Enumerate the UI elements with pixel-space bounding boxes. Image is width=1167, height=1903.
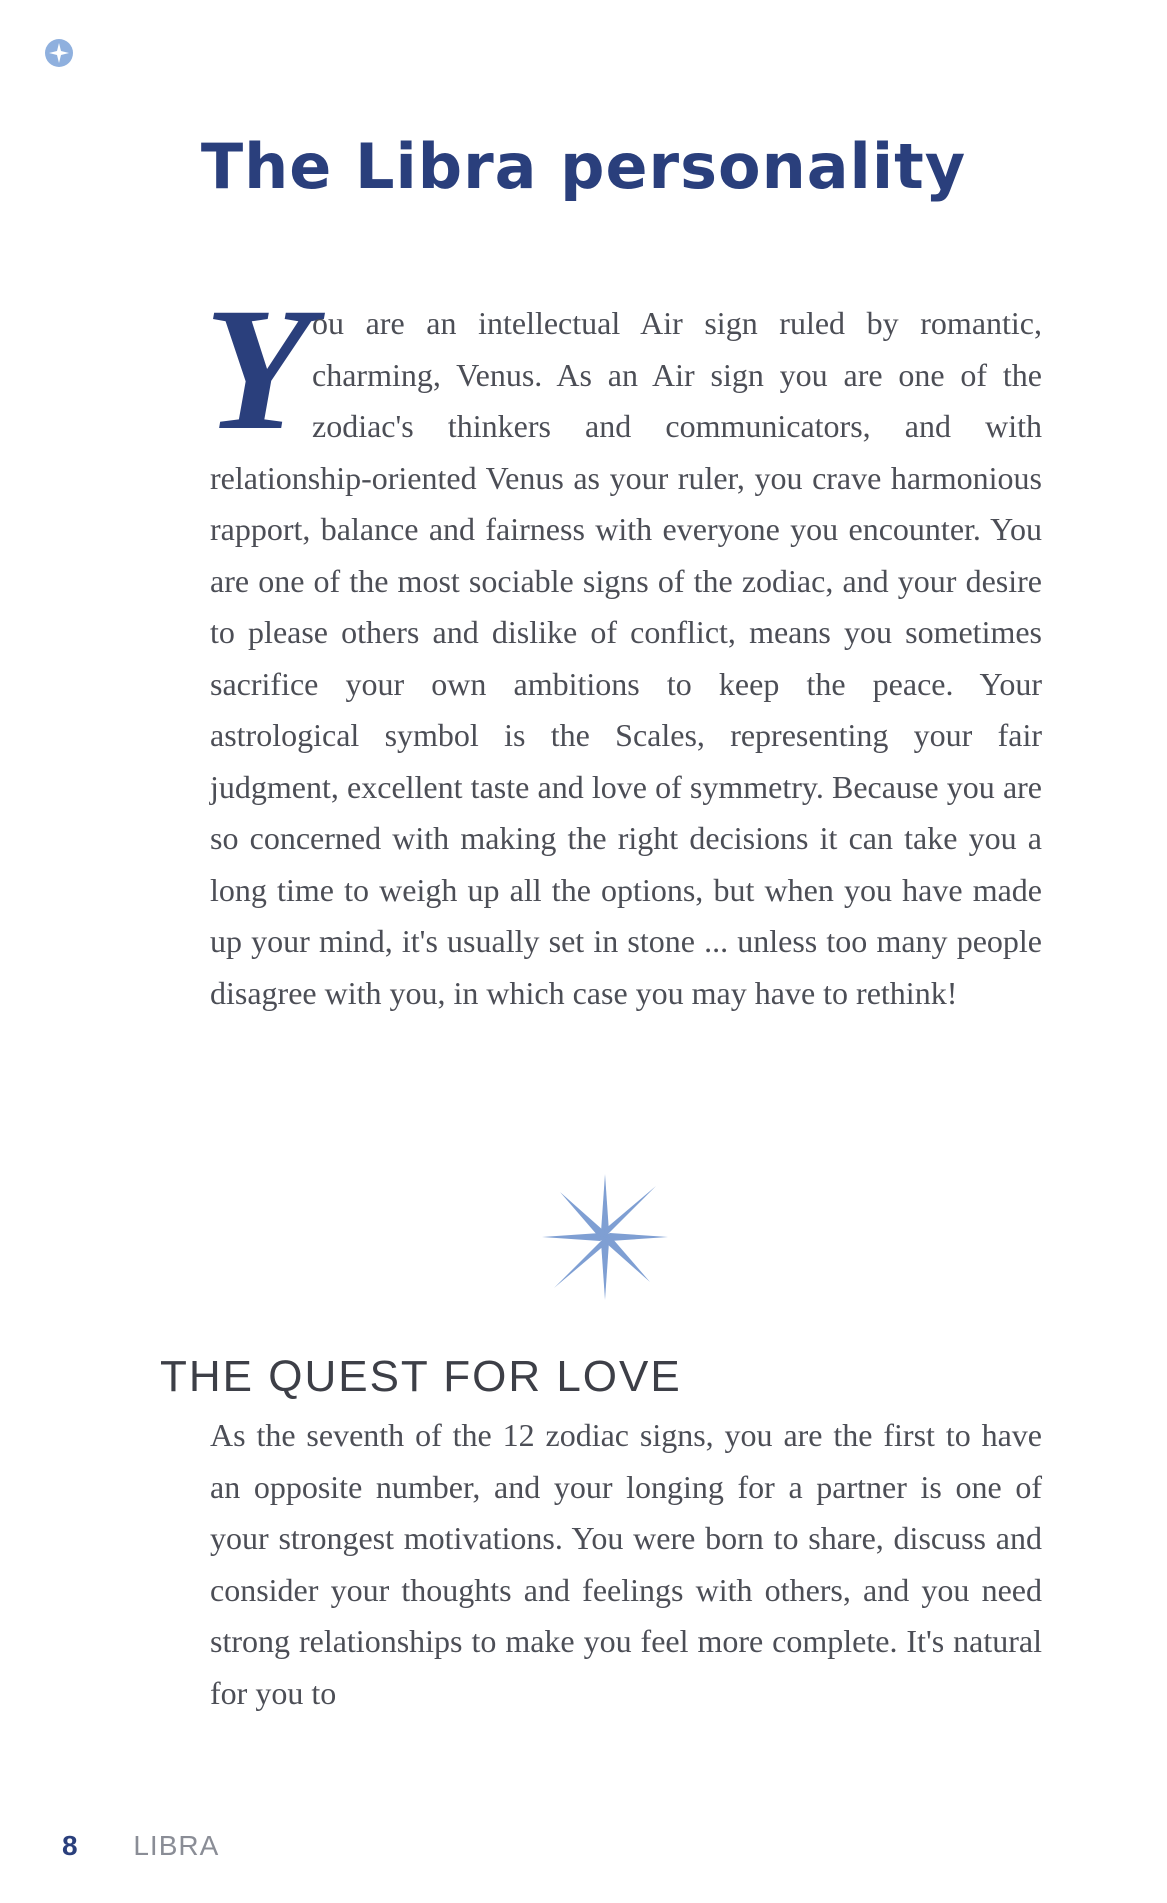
intro-text: ou are an intellectual Air sign ruled by romantic, charming, Venus. As an Air sign you are one of the zodiac's thinkers and communicators, and with relationship-oriented Venus as your ruler, you crave harmonious rapport, balance and fairness with everyone you encounter. You are one of the most sociable signs of the zodiac, and your desire to please others and dislike of conflict, means you sometimes sacrifice your own ambitions to keep the peace. Your astrological symbol is the Scales, representing your fair judgment, excellent taste and love of symmetry. Because you are so concerned with making the right decisions it can take you a long time to weigh up all the options, but when you have made up your mind, it's usually set in stone ... unless too many people disagree with you, in which case you may have to rethink! — [210, 305, 1042, 1011]
drop-cap: Y — [204, 272, 312, 467]
running-head: LIBRA — [133, 1830, 220, 1861]
intro-paragraph — [204, 272, 1042, 1019]
section-heading: THE QUEST FOR LOVE — [160, 1352, 682, 1401]
page-title: The Libra personality — [200, 130, 967, 203]
circle-star-icon — [44, 38, 74, 68]
page-number: 8 — [62, 1830, 78, 1861]
eight-point-star-icon — [538, 1170, 672, 1304]
star-divider-icon — [538, 1170, 672, 1304]
section-paragraph: As the seventh of the 12 zodiac signs, you are the first to have an opposite number, and your longing for a partner is one of your strongest motivations. You were born to share, discuss and consider your thoughts and feelings with others, and you need strong relationships to make you feel more complete. It's natural for you to — [210, 1417, 1042, 1711]
corner-icon — [44, 38, 74, 68]
page-footer — [62, 1830, 219, 1862]
